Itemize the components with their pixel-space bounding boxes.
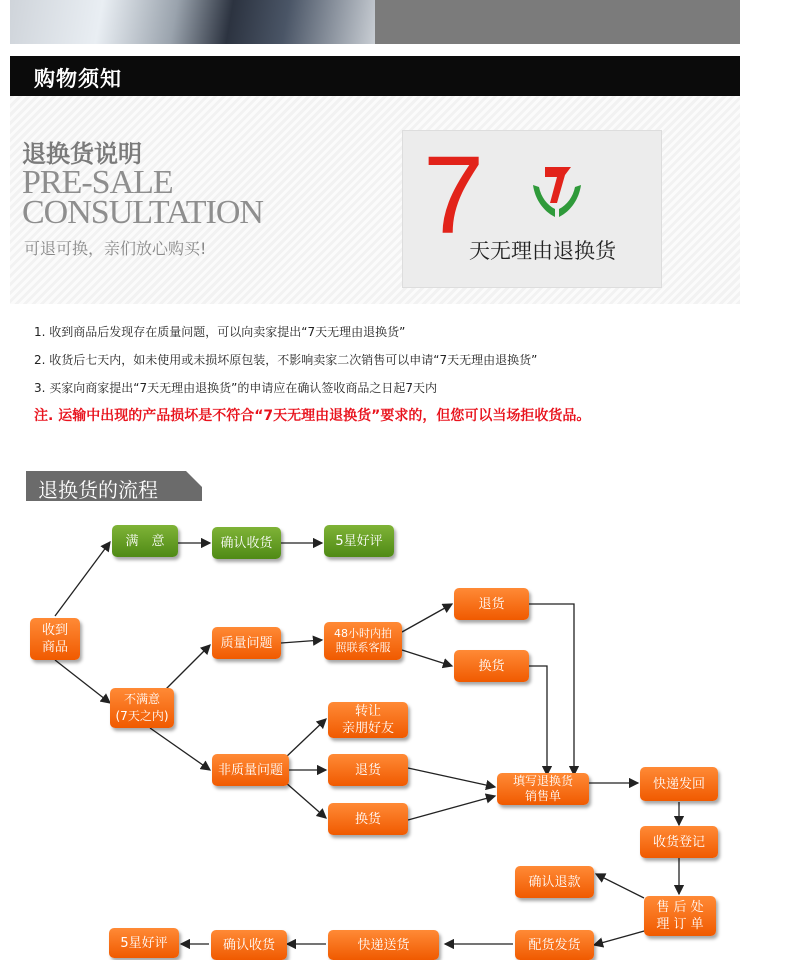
node-five-star-2: 5星好评 <box>109 928 179 958</box>
node-five-star-1: 5星好评 <box>324 525 394 557</box>
node-return-1: 退货 <box>454 588 529 620</box>
consult-title-en-1: PRE-SALE <box>22 164 173 201</box>
rule-item-3: 3. 买家向商家提出“7天无理由退换货”的申请应在确认签收商品之日起7天内 <box>34 381 437 395</box>
banner-grey-panel <box>375 0 740 44</box>
node-unsatisfied: 不满意 (7天之内) <box>110 688 174 728</box>
node-transfer: 转让 亲朋好友 <box>328 702 408 738</box>
node-handle-order: 售 后 处 理 订 单 <box>644 896 716 936</box>
seven-day-badge <box>402 130 662 288</box>
node-exchange-1: 换货 <box>454 650 529 682</box>
consultation-panel <box>10 96 740 304</box>
rule-item-1: 1. 收到商品后发现存在质量问题，可以向卖家提出“7天无理由退换货” <box>34 325 406 339</box>
badge-number: 7 <box>423 134 485 257</box>
node-exchange-2: 换货 <box>328 803 408 835</box>
badge-text: 天无理由退换货 <box>469 239 616 263</box>
rule-item-2: 2. 收货后七天内，如未使用或未损坏原包装，不影响卖家二次销售可以申请“7天无理由退换货” <box>34 353 538 367</box>
return-flowchart <box>0 500 790 960</box>
hands-seven-icon <box>525 163 589 223</box>
consult-subtitle: 可退可换，亲们放心购买! <box>24 239 207 258</box>
node-quality-issue: 质量问题 <box>212 627 281 659</box>
flow-section-title <box>26 471 216 501</box>
node-fill-form: 填写退换货 销售单 <box>497 773 589 805</box>
node-non-quality: 非质量问题 <box>212 754 289 786</box>
node-ship-goods: 配货发货 <box>515 930 594 960</box>
node-received: 收到 商品 <box>30 618 80 660</box>
section-header <box>10 56 740 96</box>
node-confirm-receipt-2: 确认收货 <box>211 930 287 960</box>
flow-title-text: 退换货的流程 <box>38 478 158 502</box>
consult-title-en-2: CONSULTATION <box>22 194 263 231</box>
warning-note: 注. 运输中出现的产品损坏是不符合“7天无理由退换货”要求的，但您可以当场拒收货品。 <box>34 408 591 424</box>
node-confirm-receipt-1: 确认收货 <box>212 527 281 559</box>
node-photo-contact: 48小时内拍 照联系客服 <box>324 622 402 660</box>
consult-title-cn: 退换货说明 <box>22 140 142 168</box>
node-express-return: 快递发回 <box>640 767 718 801</box>
node-express-deliver: 快递送货 <box>328 930 439 960</box>
rules-list <box>34 322 754 426</box>
node-return-2: 退货 <box>328 754 408 786</box>
node-register: 收货登记 <box>640 826 718 858</box>
node-satisfied: 满 意 <box>112 525 178 557</box>
banner-photo <box>10 0 375 44</box>
node-confirm-refund: 确认退款 <box>515 866 594 898</box>
section-header-title: 购物须知 <box>34 67 122 91</box>
top-banner <box>10 0 740 44</box>
